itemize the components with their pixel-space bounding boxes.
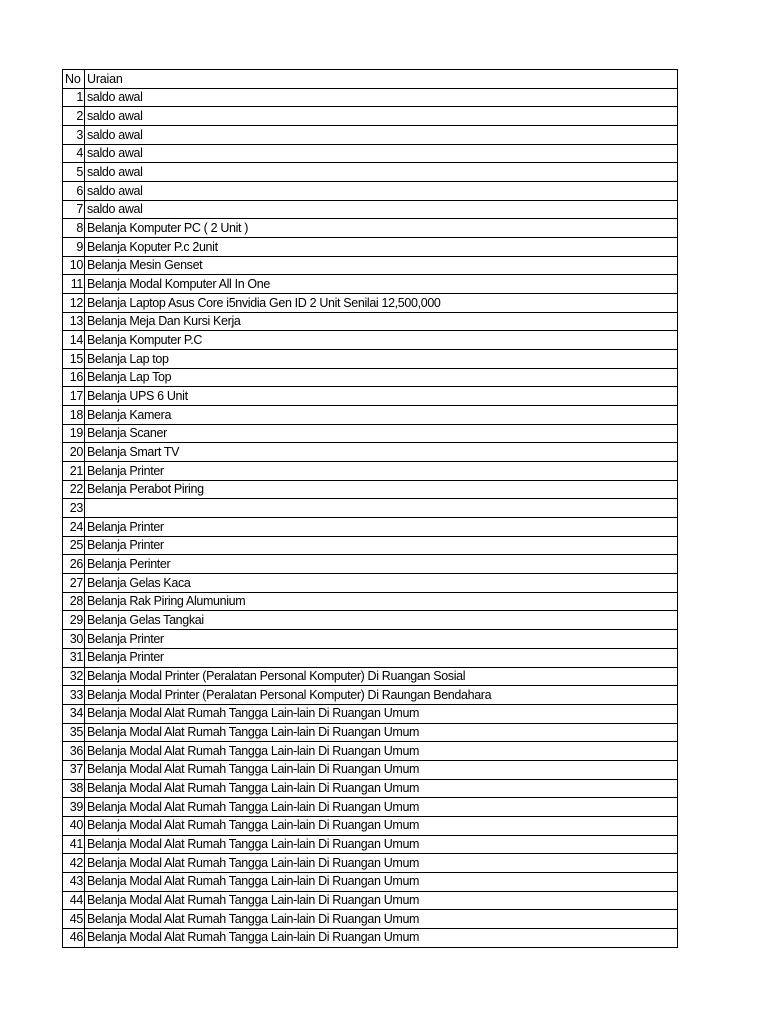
row-number-cell: 8	[63, 219, 85, 238]
table-row	[63, 742, 678, 761]
row-number-cell: 34	[63, 704, 85, 723]
table-row	[63, 760, 678, 779]
row-number-cell: 44	[63, 891, 85, 910]
row-number-cell: 17	[63, 387, 85, 406]
row-number-cell: 19	[63, 424, 85, 443]
table-row	[63, 686, 678, 705]
row-number-cell: 1	[63, 88, 85, 107]
uraian-cell: saldo awal	[85, 107, 678, 126]
uraian-cell: Belanja Meja Dan Kursi Kerja	[85, 312, 678, 331]
row-number-cell: 31	[63, 648, 85, 667]
table-row	[63, 499, 678, 518]
uraian-cell: saldo awal	[85, 200, 678, 219]
row-number-cell: 36	[63, 742, 85, 761]
row-number-cell: 12	[63, 294, 85, 313]
table-row	[63, 779, 678, 798]
header-no: No	[63, 70, 85, 89]
table-row	[63, 424, 678, 443]
table-row	[63, 163, 678, 182]
table-row	[63, 667, 678, 686]
uraian-cell: Belanja Perinter	[85, 555, 678, 574]
table-row	[63, 891, 678, 910]
row-number-cell: 29	[63, 611, 85, 630]
row-number-cell: 11	[63, 275, 85, 294]
row-number-cell: 32	[63, 667, 85, 686]
uraian-cell: Belanja Lap top	[85, 350, 678, 369]
row-number-cell: 2	[63, 107, 85, 126]
table-row	[63, 219, 678, 238]
row-number-cell: 23	[63, 499, 85, 518]
table-row	[63, 256, 678, 275]
uraian-cell: Belanja Printer	[85, 648, 678, 667]
header-uraian: Uraian	[85, 70, 678, 89]
table-row	[63, 704, 678, 723]
table-row	[63, 630, 678, 649]
uraian-cell: Belanja Smart TV	[85, 443, 678, 462]
table-row	[63, 88, 678, 107]
table-row	[63, 144, 678, 163]
table-row	[63, 611, 678, 630]
uraian-cell: Belanja Modal Printer (Peralatan Personal Komputer) Di Raungan Bendahara	[85, 686, 678, 705]
uraian-cell: Belanja Modal Alat Rumah Tangga Lain-lain Di Ruangan Umum	[85, 742, 678, 761]
row-number-cell: 16	[63, 368, 85, 387]
row-number-cell: 6	[63, 182, 85, 201]
table-body	[63, 88, 678, 947]
uraian-cell: Belanja Modal Alat Rumah Tangga Lain-lain Di Ruangan Umum	[85, 910, 678, 929]
row-number-cell: 30	[63, 630, 85, 649]
uraian-cell: Belanja Gelas Kaca	[85, 574, 678, 593]
row-number-cell: 13	[63, 312, 85, 331]
uraian-cell: Belanja Modal Printer (Peralatan Personal Komputer) Di Ruangan Sosial	[85, 667, 678, 686]
row-number-cell: 42	[63, 854, 85, 873]
row-number-cell: 3	[63, 126, 85, 145]
row-number-cell: 38	[63, 779, 85, 798]
uraian-cell: Belanja Koputer P.c 2unit	[85, 238, 678, 257]
uraian-cell: Belanja Lap Top	[85, 368, 678, 387]
uraian-cell: Belanja Gelas Tangkai	[85, 611, 678, 630]
table-row	[63, 536, 678, 555]
uraian-cell: Belanja Modal Alat Rumah Tangga Lain-lain Di Ruangan Umum	[85, 835, 678, 854]
row-number-cell: 15	[63, 350, 85, 369]
uraian-cell: saldo awal	[85, 144, 678, 163]
table-row	[63, 928, 678, 947]
row-number-cell: 21	[63, 462, 85, 481]
row-number-cell: 43	[63, 872, 85, 891]
table-row	[63, 835, 678, 854]
table-row	[63, 200, 678, 219]
row-number-cell: 28	[63, 592, 85, 611]
row-number-cell: 27	[63, 574, 85, 593]
table-row	[63, 574, 678, 593]
uraian-cell: Belanja Modal Alat Rumah Tangga Lain-lain Di Ruangan Umum	[85, 928, 678, 947]
uraian-cell: Belanja Modal Komputer All In One	[85, 275, 678, 294]
table-row	[63, 312, 678, 331]
uraian-cell: Belanja Rak Piring Alumunium	[85, 592, 678, 611]
row-number-cell: 35	[63, 723, 85, 742]
uraian-cell: Belanja Printer	[85, 536, 678, 555]
row-number-cell: 37	[63, 760, 85, 779]
table-row	[63, 294, 678, 313]
row-number-cell: 20	[63, 443, 85, 462]
uraian-cell	[85, 499, 678, 518]
header-row	[63, 70, 678, 89]
table-row	[63, 798, 678, 817]
table-row	[63, 555, 678, 574]
row-number-cell: 4	[63, 144, 85, 163]
row-number-cell: 25	[63, 536, 85, 555]
uraian-cell: saldo awal	[85, 88, 678, 107]
table-row	[63, 480, 678, 499]
row-number-cell: 10	[63, 256, 85, 275]
uraian-cell: Belanja Modal Alat Rumah Tangga Lain-lain Di Ruangan Umum	[85, 779, 678, 798]
uraian-cell: Belanja Modal Alat Rumah Tangga Lain-lain Di Ruangan Umum	[85, 798, 678, 817]
table-row	[63, 518, 678, 537]
uraian-cell: Belanja Laptop Asus Core i5nvidia Gen ID 2 Unit Senilai 12,500,000	[85, 294, 678, 313]
uraian-cell: saldo awal	[85, 163, 678, 182]
uraian-cell: Belanja Kamera	[85, 406, 678, 425]
table-row	[63, 910, 678, 929]
table-row	[63, 368, 678, 387]
row-number-cell: 14	[63, 331, 85, 350]
table-row	[63, 126, 678, 145]
uraian-cell: Belanja Printer	[85, 462, 678, 481]
spreadsheet-table	[62, 69, 678, 948]
table-row	[63, 182, 678, 201]
table-row	[63, 350, 678, 369]
uraian-cell: Belanja Printer	[85, 630, 678, 649]
uraian-cell: saldo awal	[85, 182, 678, 201]
uraian-cell: Belanja Mesin Genset	[85, 256, 678, 275]
row-number-cell: 5	[63, 163, 85, 182]
table-row	[63, 816, 678, 835]
row-number-cell: 9	[63, 238, 85, 257]
row-number-cell: 45	[63, 910, 85, 929]
uraian-cell: Belanja Komputer PC ( 2 Unit )	[85, 219, 678, 238]
row-number-cell: 40	[63, 816, 85, 835]
table-row	[63, 387, 678, 406]
uraian-cell: Belanja Perabot Piring	[85, 480, 678, 499]
uraian-cell: saldo awal	[85, 126, 678, 145]
table-row	[63, 462, 678, 481]
row-number-cell: 41	[63, 835, 85, 854]
uraian-cell: Belanja Scaner	[85, 424, 678, 443]
table-row	[63, 107, 678, 126]
table-row	[63, 592, 678, 611]
table-row	[63, 406, 678, 425]
row-number-cell: 22	[63, 480, 85, 499]
uraian-cell: Belanja Modal Alat Rumah Tangga Lain-lain Di Ruangan Umum	[85, 704, 678, 723]
uraian-cell: Belanja Printer	[85, 518, 678, 537]
row-number-cell: 46	[63, 928, 85, 947]
table-row	[63, 648, 678, 667]
row-number-cell: 26	[63, 555, 85, 574]
uraian-cell: Belanja Komputer P.C	[85, 331, 678, 350]
row-number-cell: 18	[63, 406, 85, 425]
uraian-cell: Belanja Modal Alat Rumah Tangga Lain-lain Di Ruangan Umum	[85, 816, 678, 835]
table-row	[63, 238, 678, 257]
row-number-cell: 33	[63, 686, 85, 705]
row-number-cell: 24	[63, 518, 85, 537]
table-row	[63, 443, 678, 462]
uraian-cell: Belanja Modal Alat Rumah Tangga Lain-lain Di Ruangan Umum	[85, 723, 678, 742]
uraian-cell: Belanja Modal Alat Rumah Tangga Lain-lain Di Ruangan Umum	[85, 872, 678, 891]
table-row	[63, 275, 678, 294]
row-number-cell: 39	[63, 798, 85, 817]
uraian-cell: Belanja Modal Alat Rumah Tangga Lain-lain Di Ruangan Umum	[85, 760, 678, 779]
uraian-cell: Belanja Modal Alat Rumah Tangga Lain-lain Di Ruangan Umum	[85, 854, 678, 873]
row-number-cell: 7	[63, 200, 85, 219]
table-row	[63, 872, 678, 891]
uraian-cell: Belanja Modal Alat Rumah Tangga Lain-lain Di Ruangan Umum	[85, 891, 678, 910]
table-row	[63, 331, 678, 350]
table-row	[63, 854, 678, 873]
uraian-cell: Belanja UPS 6 Unit	[85, 387, 678, 406]
table-row	[63, 723, 678, 742]
